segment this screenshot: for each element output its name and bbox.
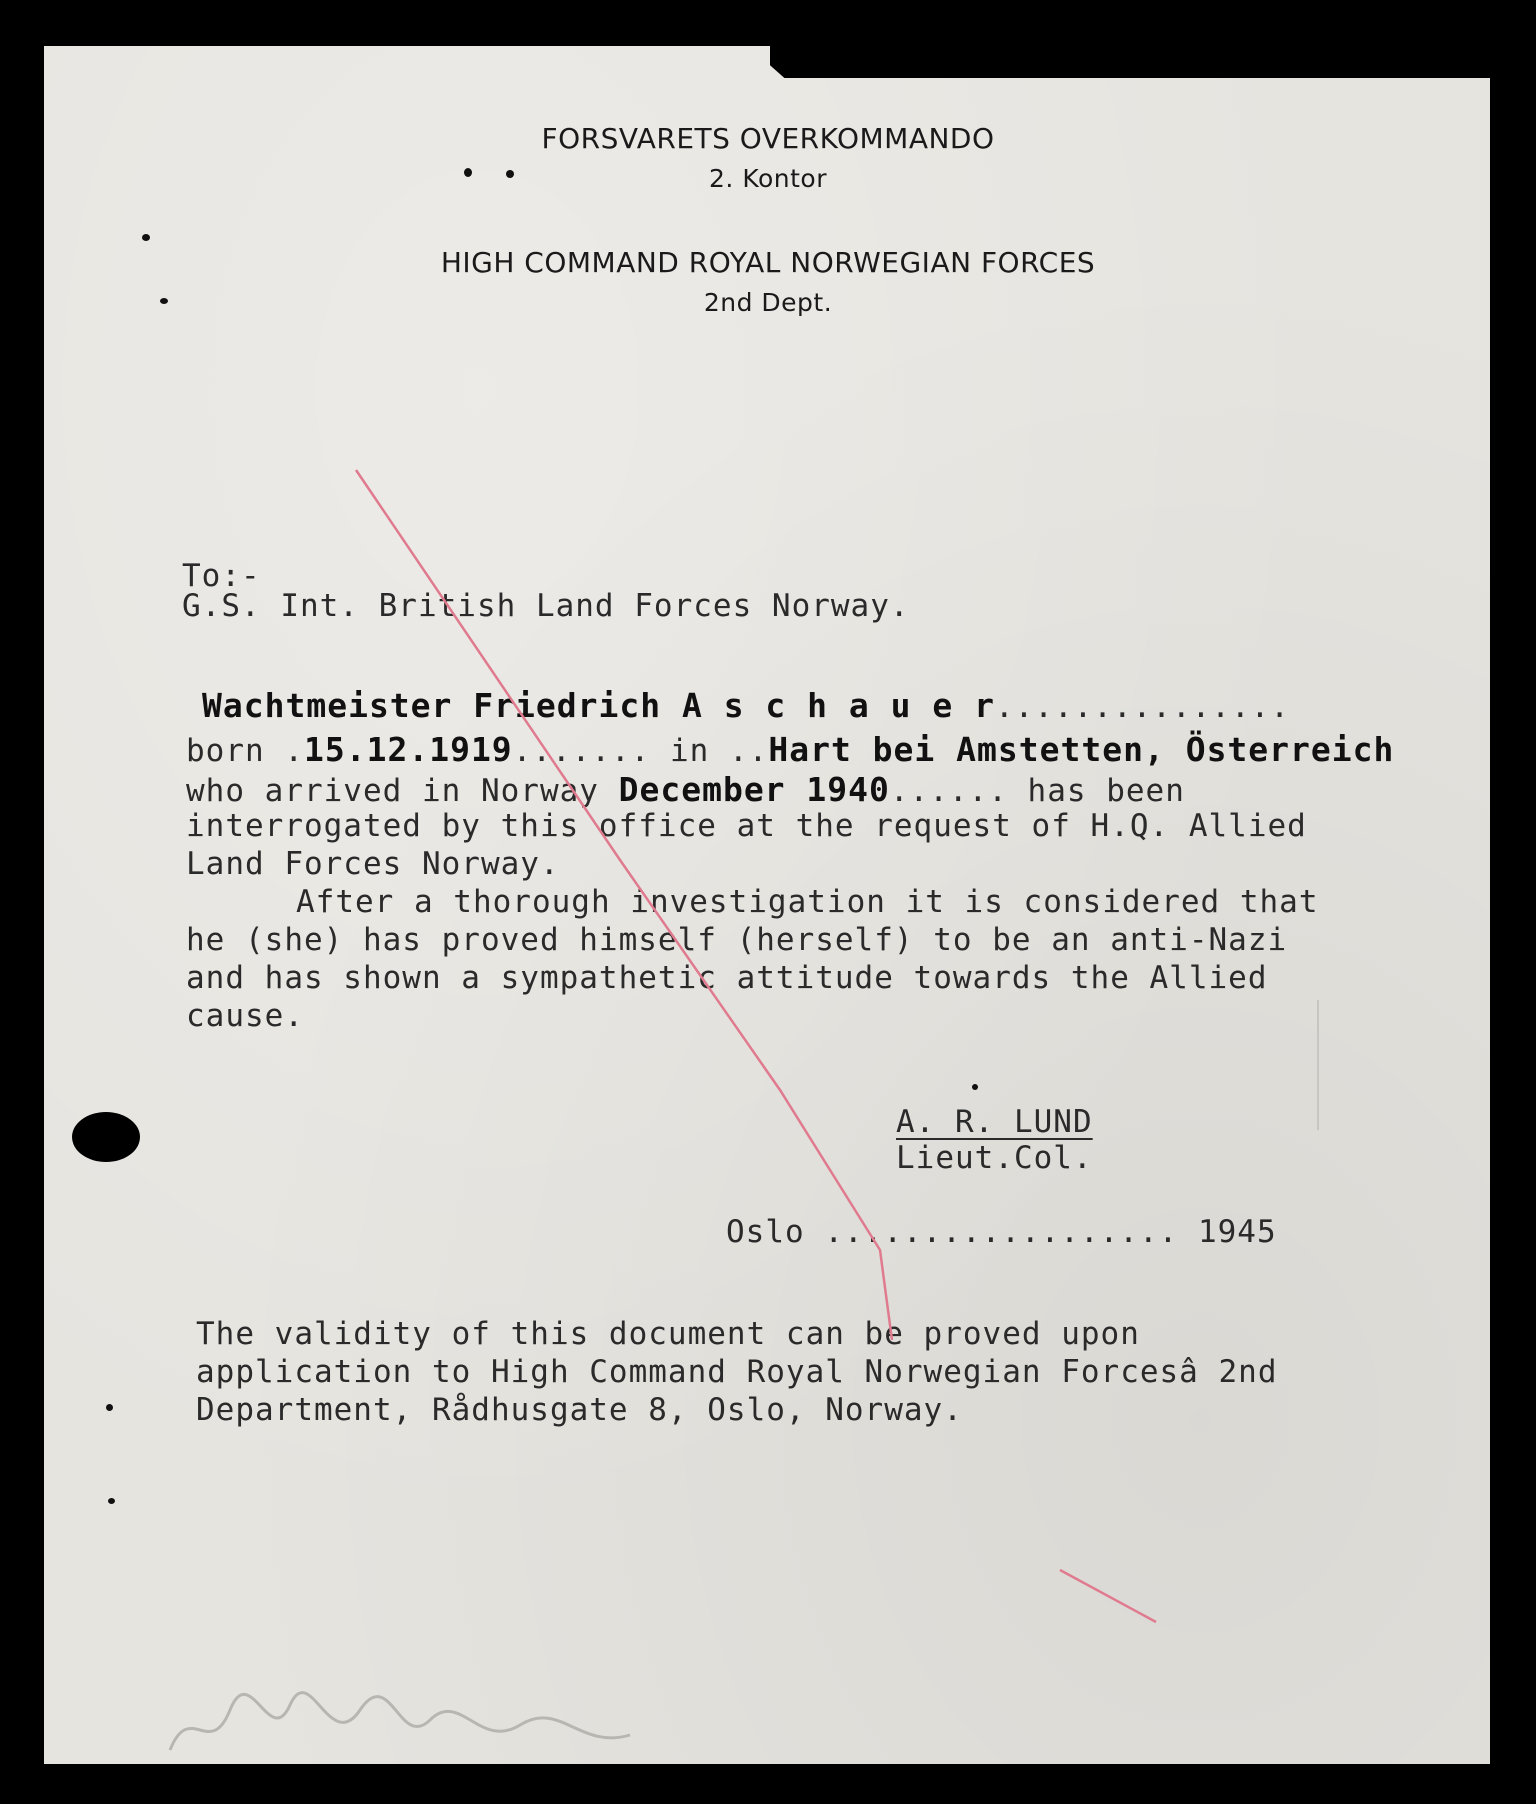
birth-place: Hart bei Amstetten, Österreich: [768, 730, 1395, 769]
validity-note-line: application to High Command Royal Norwegian Forcesâ 2nd: [196, 1354, 1278, 1390]
ink-speck: [106, 1404, 113, 1411]
signatory-name: A. R. LUND: [896, 1104, 1093, 1140]
org-name-english: HIGH COMMAND ROYAL NORWEGIAN FORCES: [440, 246, 1096, 279]
body-line: he (she) has proved himself (herself) to be an anti-Nazi: [186, 922, 1288, 958]
org-name-norwegian: FORSVARETS OVERKOMMANDO: [541, 122, 995, 155]
has-been: has been: [1027, 773, 1185, 809]
body-line: and has shown a sympathetic attitude towards the Allied: [186, 960, 1268, 996]
subject-name-line: [202, 686, 1290, 725]
ink-speck: [160, 298, 168, 304]
born-line: born .15.12.1919....... in ..Hart bei Amstetten, Österreich: [186, 730, 1395, 769]
subject-name: Wachtmeister Friedrich A s c h a u e r: [202, 686, 995, 725]
body-line: After a thorough investigation it is considered that: [296, 884, 1319, 920]
body-line: interrogated by this office at the request of H.Q. Allied: [186, 808, 1307, 844]
to-label: To:-: [182, 558, 261, 594]
office-norwegian: 2. Kontor: [709, 164, 827, 193]
ink-speck: [142, 234, 150, 241]
ink-speck: [972, 1084, 978, 1090]
in-label: in: [670, 733, 710, 769]
signatory-rank: Lieut.Col.: [896, 1140, 1093, 1176]
body-line: Land Forces Norway.: [186, 846, 560, 882]
birth-date: 15.12.1919: [304, 730, 513, 769]
arrived-label: who arrived in Norway: [186, 773, 599, 809]
place-date-line: Oslo .................. 1945: [726, 1214, 1277, 1250]
punch-hole: [72, 1112, 140, 1162]
body-line: cause.: [186, 998, 304, 1034]
ink-speck: [464, 168, 472, 177]
validity-note-line: Department, Rådhusgate 8, Oslo, Norway.: [196, 1392, 963, 1428]
faded-handwriting-mark: [160, 1680, 680, 1764]
born-label: born: [186, 733, 265, 769]
ink-speck: [506, 170, 514, 178]
leader-dots: ...............: [994, 689, 1290, 725]
addressee: G.S. Int. British Land Forces Norway.: [182, 588, 910, 624]
year: 1945: [1197, 1214, 1277, 1250]
office-english: 2nd Dept.: [703, 288, 833, 317]
arrival-date: December 1940: [618, 770, 890, 809]
arrival-line: who arrived in Norway December 1940...... has been: [186, 770, 1185, 809]
place: Oslo: [726, 1214, 805, 1250]
torn-edge: [770, 46, 1490, 78]
ink-speck: [108, 1498, 115, 1504]
validity-note-line: The validity of this document can be proved upon: [196, 1316, 1140, 1352]
